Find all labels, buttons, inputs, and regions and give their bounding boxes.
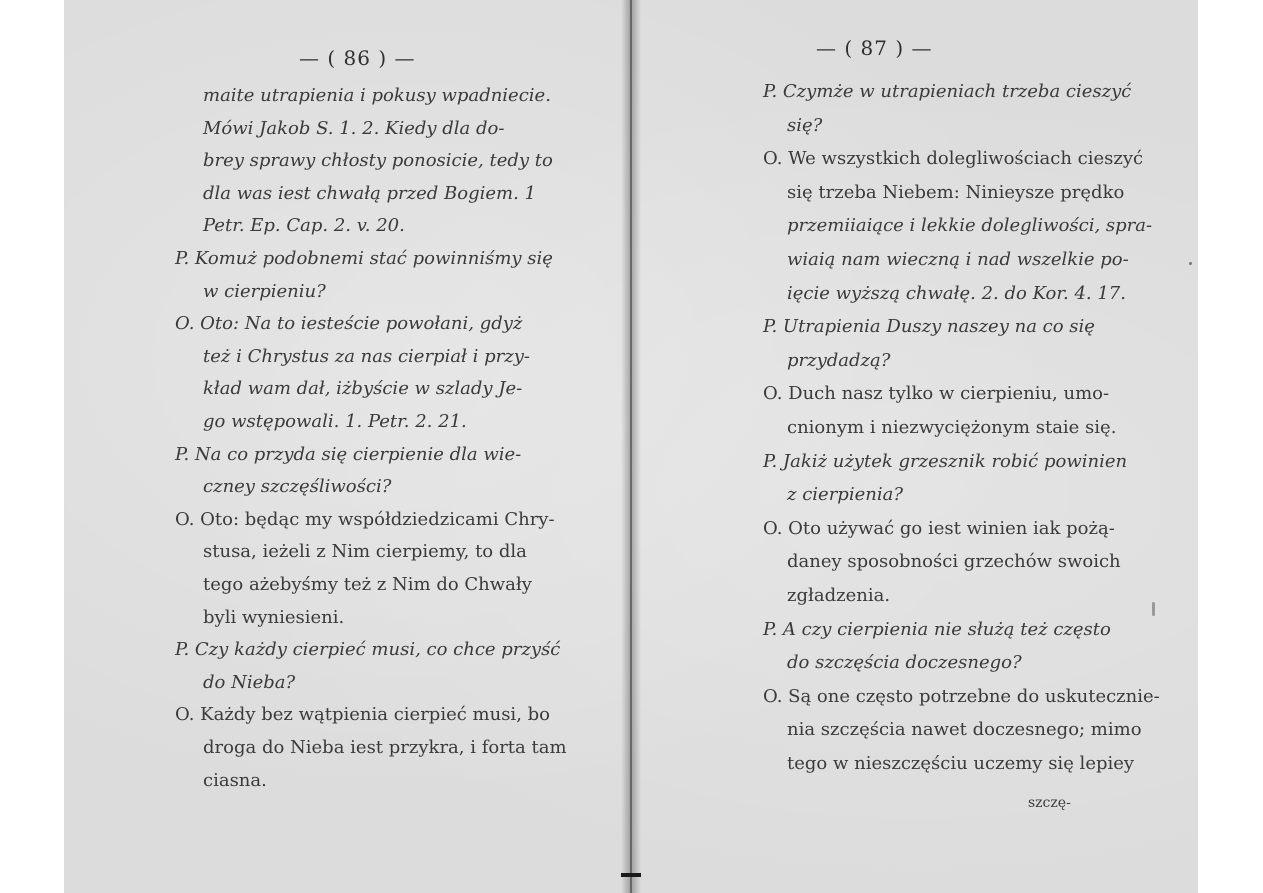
text-line: dla was iest chwałą przed Bogiem. 1 — [203, 182, 536, 204]
text-line: byli wyniesieni. — [203, 606, 345, 628]
text-line: przydadzą? — [787, 349, 891, 371]
paper-speck — [1189, 262, 1192, 265]
text-line: w cierpieniu? — [203, 280, 326, 302]
book-scan — [64, 0, 1198, 893]
text-line: do Nieba? — [203, 671, 296, 693]
text-line: tego w nieszczęściu uczemy się lepiey — [787, 753, 1135, 774]
catchword: szczę- — [1028, 795, 1071, 811]
text-line: O. We wszystkich dolegliwościach cieszyć — [763, 148, 1144, 170]
text-line: Petr. Ep. Cap. 2. v. 20. — [203, 215, 405, 237]
text-line: O. Duch nasz tylko w cierpieniu, umo- — [763, 383, 1110, 405]
text-line: O. Oto: Na to iesteście powołani, gdyż — [175, 313, 523, 335]
text-line: P. Czy każdy cierpieć musi, co chce przyść — [175, 639, 561, 661]
left-page — [64, 0, 631, 893]
text-line: wiaią nam wieczną i nad wszelkie po- — [787, 249, 1129, 270]
text-line: zgładzenia. — [787, 585, 891, 606]
text-line: brey sprawy chłosty ponosicie, tedy to — [203, 150, 553, 172]
text-line: Mówi Jakob S. 1. 2. Kiedy dla do- — [203, 117, 505, 139]
text-line: P. Jakiż użytek grzesznik robić powinien — [763, 450, 1128, 472]
text-line: się trzeba Niebem: Ninieysze prędko — [787, 181, 1125, 203]
text-line: cnionym i niezwyciężonym staie się. — [787, 417, 1117, 438]
text-line: go wstępowali. 1. Petr. 2. 21. — [203, 411, 467, 432]
text-line: się? — [787, 114, 823, 136]
text-line: nia szczęścia nawet doczesnego; mimo — [787, 719, 1142, 741]
page-header-86: — ( 86 ) — — [299, 46, 416, 70]
text-line: P. Czymże w utrapieniach trzeba cieszyć — [763, 81, 1132, 102]
text-line: z cierpienia? — [787, 484, 903, 506]
text-line: P. Na co przyda się cierpienie dla wie- — [175, 443, 522, 465]
text-line: ięcie wyższą chwałę. 2. do Kor. 4. 17. — [787, 282, 1126, 304]
right-page — [631, 0, 1198, 893]
text-line: kład wam dał, iżbyście w szlady Je- — [203, 378, 523, 400]
text-line: daney sposobności grzechów swoich — [787, 551, 1121, 573]
text-line: P. Komuż podobnemi stać powinniśmy się — [175, 248, 553, 269]
paper-speck — [1152, 602, 1155, 616]
text-line: stusa, ieżeli z Nim cierpiemy, to dla — [203, 541, 527, 563]
text-line: P. Utrapienia Duszy naszey na co się — [763, 316, 1095, 338]
text-line: maite utrapienia i pokusy wpadniecie. — [203, 85, 551, 106]
text-line: czney szczęśliwości? — [203, 476, 392, 498]
text-line: O. Oto używać go iest winien iak pożą- — [763, 517, 1115, 539]
text-line: tego ażebyśmy też z Nim do Chwały — [203, 574, 532, 595]
text-line: P. A czy cierpienia nie służą też często — [763, 618, 1111, 640]
page-header-87: — ( 87 ) — — [816, 36, 933, 60]
text-line: przemiiaiące i lekkie dolegliwości, spra- — [787, 215, 1153, 237]
text-line: do szczęścia doczesnego? — [787, 652, 1022, 674]
text-line: O. Oto: będąc my współdziedzicami Chry- — [175, 508, 555, 530]
text-line: też i Chrystus za nas cierpiał i przy- — [203, 345, 530, 367]
text-line: droga do Nieba iest przykra, i forta tam — [203, 737, 567, 758]
text-line: O. Każdy bez wątpienia cierpieć musi, bo — [175, 704, 550, 726]
text-line: O. Są one często potrzebne do uskutecznie- — [763, 685, 1160, 707]
text-line: ciasna. — [203, 769, 267, 791]
